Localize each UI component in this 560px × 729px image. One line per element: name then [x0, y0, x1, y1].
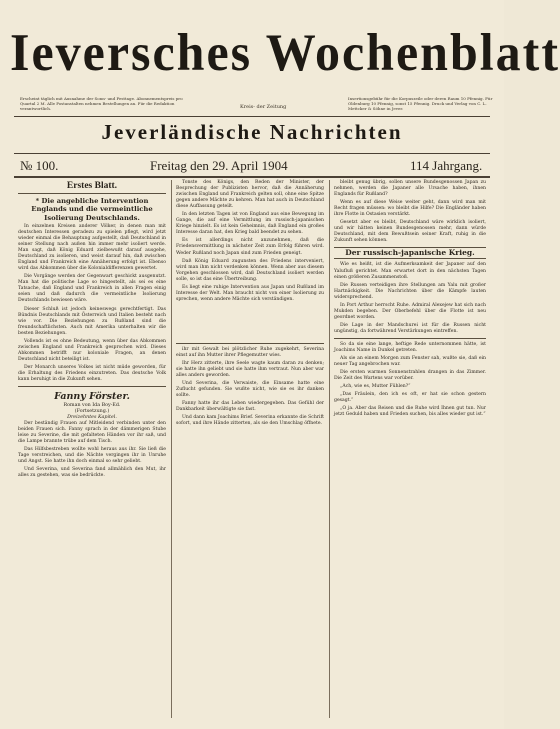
- masthead-rule-mid: [14, 153, 490, 154]
- masthead-right-note: Insertionsgebühr für die Korpuszeile oder deren Raum 10 Pfennig. Für Oldenburg 10 Pfennig, sonst 15 Pfennig. Druck und Verlag von C. L. Mettcker & Söhne in Jever.: [348, 96, 493, 112]
- masthead-rule-top: [14, 116, 490, 117]
- masthead-subtitle: Jeverländische Nachrichten: [101, 120, 403, 144]
- feuilleton-paragraph: Und dann kam Joachims Brief. Severina erkannte die Schrift sofort, und ihre Hände zitterten, als sie den Umschlag öffnete.: [176, 415, 324, 427]
- article-paragraph: bleibt genug übrig, sollen unsere Bundesgenossen Japan zu nehmen, werden die Japaner alle Ursache haben, ihnen Englands für Rußland?: [334, 180, 486, 198]
- column-2: [176, 180, 324, 720]
- article-paragraph: Die Vorgänge werden der Gegenwart geschickt ausgenutzt. Man hat die politische Lage so hingestellt, als sei es eine Tatsache, daß England und Frankreich in allen Fragen einig seien und daß dadurch die vermeintliche Isolierung Deutschlands bewiesen wäre.: [18, 274, 166, 304]
- feuilleton-chapter: Dreizehntes Kapitel.: [67, 415, 117, 421]
- article-paragraph: Wenn es auf diese Weise weiter geht, dann wird man mit Recht fragen müssen: wo bleibt die Hilfe? Die Engländer haben ihre Flotte in Ostasien verstärkt.: [334, 200, 486, 218]
- article-paragraph: In einzelnen Kreisen anderer Völker, in denen man mit deutschen Interessen geradezu zu spielen pflegt, wird jetzt wieder einmal die Behauptung aufgestellt, daß Deutschland in seiner Stellung nach außen hin immer mehr isoliert werde. Man sagt, daß König Eduard zielbewußt darauf ausgehe, Deutschland zu isolieren, und weist darauf hin, daß zwischen England und Frankreich eine Annäherung erfolgt ist. Ebenso wird das Abkommen über die Kolonialdifferenzen gewertet.: [18, 223, 166, 272]
- issue-date: Freitag den 29. April 1904: [150, 158, 288, 173]
- column-separator-1: [171, 180, 172, 718]
- feuilleton-rule: [176, 343, 324, 344]
- article-paragraph: Es liegt eine ruhige Intervention aus Japan und Rußland im Interesse der Welt. Man braucht nicht von einer Isolierung zu sprechen, wenn andere Mächte sich verständigen.: [176, 284, 324, 302]
- section-title: Erstes Blatt.: [18, 180, 166, 194]
- feuilleton-title: Fanny Förster.: [54, 391, 130, 403]
- feuilleton-rule: [18, 386, 166, 387]
- masthead-left-note: Erscheint täglich mit Ausnahme der Sonn- und Festtage. Abonnementspreis pro Quartal 2 M. Alle Postanstalten nehmen Bestellungen an. Für die Redaktion verantwortlich.: [20, 96, 183, 112]
- feuilleton-paragraph: Als sie an einem Morgen zum Fenster sah, wußte sie, daß ein neuer Tag angebrochen war.: [334, 356, 486, 368]
- article-paragraph: Tonste des Königs, den Reden der Minister, der Besprechung der Publizisten hervor, daß die Annäherung zwischen England und Frankreich gelten soll, ohne eine Spitze gegen andere Mächte zu kehren. Man hat auch in Deutschland diese Auffassung geteilt.: [176, 180, 324, 210]
- feuilleton-paragraph: „Ach, wie es, Mutter Fühlen?“: [340, 384, 411, 390]
- masthead-title: Ieversches Wochenblatt: [10, 22, 560, 82]
- article-headline: * Die angebliche Intervention Englands und die vermeintliche Isolierung Deutschlands.: [31, 197, 153, 222]
- feuilleton-paragraph: Und Severina, und Severina fand allmählich den Mut, ihr alles zu gestehen, was sie bedrückte.: [18, 467, 166, 479]
- feuilleton-continuation: (Fortsetzung.): [74, 409, 110, 415]
- article-paragraph: Vollends ist es ohne Bedeutung, wenn über das Abkommen zwischen England und Frankreich gesprochen wird. Dieses Abkommen betrifft nur koloniale Fragen, an denen Deutschland nicht beteiligt ist.: [18, 338, 166, 362]
- feuilleton-paragraph: Und Severina, die Verwaiste, die Einsame hatte eine Zuflucht gefunden. Sie wußte nicht, wie sie es ihr danken sollte.: [176, 381, 324, 399]
- feuilleton-paragraph: Die ersten warmen Sonnenstrahlen drangen in das Zimmer. Die Zeit des Wartens war vorüber.: [334, 370, 486, 382]
- column-separator-2: [329, 180, 330, 718]
- issue-rule: [14, 176, 490, 178]
- war-paragraph: Die Lage in der Mandschurei ist für die Russen nicht ungünstig, da fortwährend Verstärkungen eintreffen.: [334, 322, 486, 334]
- article-paragraph: Daß König Eduard zugunsten des Friedens interveniert, wird man ihm nicht verdenken können. Wenn aber aus diesem Vorgehen geschlossen wird, daß Deutschland isoliert werden solle, so ist das eine Übertreibung.: [176, 258, 324, 282]
- war-paragraph: In Port Arthur herrscht Ruhe. Admiral Alexejew hat sich nach Mukden begeben. Der Oberbefehl über die Flotte ist neu geordnet worden.: [334, 302, 486, 320]
- feuilleton-paragraph: „Das Fräulein, den ich es oft, er hat sie schon gestern gesagt.“: [334, 392, 486, 404]
- masthead-center-note: Kreis- der Zeitung: [240, 104, 287, 110]
- feuilleton-rule: [334, 338, 486, 339]
- feuilleton-paragraph: ihr mit Gewalt bei plötzlicher Ruhe zugekehrt, Severina einst auf ihn Mutter ihrer Pflegemutter wies.: [176, 346, 324, 358]
- issue-number: № 100.: [20, 158, 59, 173]
- article-paragraph: Der Monarch unseres Volkes ist nicht müde geworden, für die Erhaltung des Friedens einzutreten. Das deutsche Volk kann beruhigt in die Zukunft sehen.: [18, 364, 166, 383]
- article-paragraph: Es ist allerdings nicht anzunehmen, daß die Friedensvermittlung in nächster Zeit zum Erfolg führen wird. Weder Rußland noch Japan sind zum Frieden geneigt.: [176, 238, 324, 256]
- feuilleton-paragraph: Der beständig Frauen auf Mitleidend verbinden unter den beiden Frauen sich. Fanny sprach in der dämmerigen Stube leise zu Severine, die mit gefalteten Händen vor ihr saß, und die Lampe brannte trübe auf dem Tisch.: [18, 421, 166, 445]
- war-heading: Der russisch-japanische Krieg.: [334, 247, 486, 259]
- war-paragraph: Die Russen verteidigen ihre Stellungen am Yalu mit großer Hartnäckigkeit. Die Nachrichten über die Kämpfe lauten widersprechend.: [334, 282, 486, 300]
- column-3: [334, 180, 486, 720]
- feuilleton-author: Roman von Ida Boy-Ed.: [63, 403, 121, 409]
- issue-year: 114 Jahrgang.: [410, 158, 483, 173]
- feuilleton-paragraph: Fanny hatte ihr das Leben wiedergegeben. Das Gefühl der Dankbarkeit überwältigte sie fast.: [176, 401, 324, 413]
- feuilleton-paragraph: Ihr Herz zitterte, ihre Seele wagte kaum daran zu denken; sie hatte ihn geliebt und sie hatte ihm vertraut. Nun aber war alles anders geworden.: [176, 360, 324, 379]
- article-paragraph: Gesetzt aber es bleibt, Deutschland wäre wirklich isoliert, und wir hätten keinen Bundesgenossen mehr, dann würde Deutschland, mit dem Bewußtsein seiner Kraft, ruhig in die Zukunft sehen können.: [334, 220, 486, 244]
- column-1: [18, 180, 166, 720]
- feuilleton-paragraph: „O ja. Aber das Reisen und die Ruhe wird Ihnen gut tun. Nur jetzt Geduld haben und Frieden suchen, bis alles wieder gut ist.“: [334, 406, 486, 418]
- article-paragraph: Dieser Schluß ist jedoch keineswegs gerechtfertigt. Das Bündnis Deutschlands mit Österreich und Italien besteht nach wie vor. Die Beziehungen zu Rußland sind die freundschaftlichsten. Auch mit Amerika unterhalten wir die besten Beziehungen.: [18, 306, 166, 336]
- war-paragraph: Wie es heißt, ist die Aufmerksamkeit der Japaner auf den Yalufluß gerichtet. Man erwartet dort in den nächsten Tagen einen größeren Zusammenstoß.: [334, 262, 486, 280]
- feuilleton-paragraph: Das Hilfsbestreben wollte wohl heraus aus ihr. Sie ließ die Tage verstreichen, und die Nächte vergingen ihr in Unruhe und Angst. Sie hatte ihn doch einmal so sehr geliebt.: [18, 447, 166, 465]
- article-paragraph: In den letzten Tagen ist von England aus eine Bewegung im Gange, die auf eine Vermittlung im russisch-japanischen Kriege hinzielt. Es ist kein Geheimnis, daß England ein großes Interesse daran hat, den Krieg bald beendet zu sehen.: [176, 212, 324, 236]
- feuilleton-paragraph: So da sie eine lange, heftige Rede unternommen hätte, ist Joachims Name in Dunkel getreten.: [334, 341, 486, 354]
